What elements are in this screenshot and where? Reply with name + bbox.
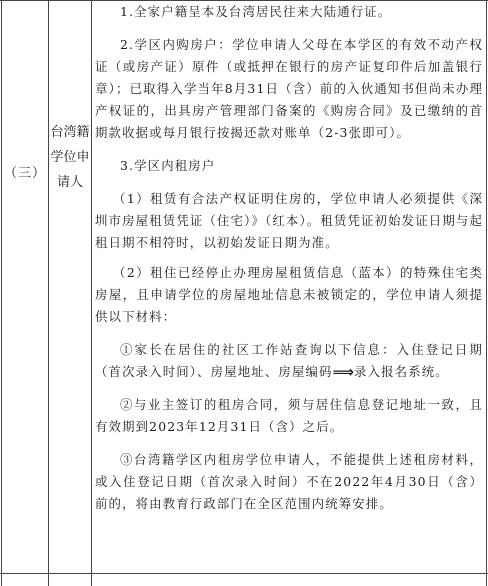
table-right-border xyxy=(486,0,487,586)
double-right-arrow-icon: ⟹ xyxy=(332,363,355,381)
column-divider-2 xyxy=(91,0,92,586)
item-renter-heading: 3.学区内租房户 xyxy=(120,158,216,173)
item-home-owner-materials: 2.学区内购房户：学位申请人父母在本学区的有效不动产权证（或房产证）原件（或抵押在银行的房产证复印件后加盖银行章）；已取得入学当年8月31日（含）前的入伙通知书但尚未办理产权证的，出具房产管理部门备案的《购房合同》及已缴纳的首期款收据或每月银行按揭还款对账单（2-3张即可）。 xyxy=(95,37,483,140)
requirements-content xyxy=(95,0,483,515)
applicant-type-label: 台湾籍学位申请人 xyxy=(50,125,90,190)
community-query-text: ①家长在居住的社区工作站查询以下信息：入住登记日期（首次录入时间）、房屋地址、房屋编码 xyxy=(95,342,483,379)
item-no-rental-materials: ③台湾籍学区内租房学位申请人，不能提供上述租房材料，或入住登记日期（首次录入时间）不在2022年4月30日（含）前的，将由教育行政部门在全区范围内统筹安排。 xyxy=(95,452,483,511)
item-community-query xyxy=(95,339,483,383)
column-divider-1 xyxy=(48,0,49,586)
section-number: （三） xyxy=(3,166,46,181)
table-left-border xyxy=(1,0,2,586)
table-row-divider xyxy=(0,573,488,574)
community-query-text-end: 录入报名系统。 xyxy=(354,364,449,379)
item-rental-with-title: （1）租赁有合法产权证明住房的，学位申请人必须提供《深圳市房屋租赁凭证（住宅）》（红本）。租赁凭证初始发证日期与起租日期不相符时，以初始发证日期为准。 xyxy=(95,191,483,250)
item-rental-special-housing: （2）租住已经停止办理房屋租赁信息（蓝本）的特殊住宅类房屋，且申请学位的房屋地址信息未被锁定的，学位申请人须提供以下材料： xyxy=(95,265,483,324)
item-household-register: 1.全家户籍呈本及台湾居民往来大陆通行证。 xyxy=(120,4,392,19)
item-lease-contract: ②与业主签订的租房合同，须与居住信息登记地址一致，且有效期到2023年12月31日（含）之后。 xyxy=(95,397,483,434)
